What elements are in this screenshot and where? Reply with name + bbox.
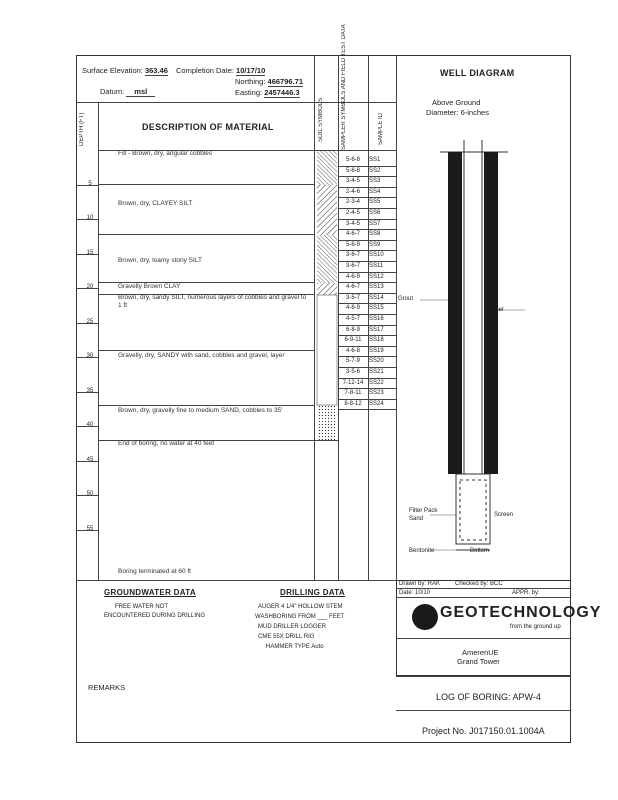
depth-tick-label: 30 [86,353,94,359]
drilling-line-4: CME 55X DRILL RIG [258,634,315,640]
description-end-note: End of boring, no water at 40 feet [118,440,215,447]
sample-blows: 2-4-6 [345,188,360,195]
sample-blows: 4-6-7 [345,231,360,238]
well-diagram [400,120,568,560]
drilling-line-5: HAMMER TYPE Auto [266,644,324,650]
soil-silt-symbol [317,185,337,235]
groundwater-title: GROUNDWATER DATA [104,588,196,597]
filter-pack-label: Filter Pack [409,508,438,514]
sample-id: SS18 [369,337,384,344]
drilling-line-2: WASHBORING FROM ___ FEET [255,614,345,620]
sample-blows: 6-9-11 [344,337,362,344]
sample-id: SS10 [369,252,384,259]
description-fill: Fill - Brown, dry, angular cobbles [118,150,213,157]
sample-row [339,155,395,165]
sample-blows: 3-6-7 [345,263,360,269]
sample-row [339,176,395,186]
sample-blows: 3-5-7 [345,294,360,301]
sample-id: SS17 [369,326,384,333]
drilling-line-3: MUD DRILLER LOGGER [258,624,327,630]
soil-gravel-symbol [317,283,337,295]
sample-id: SS20 [369,358,384,365]
sample-row [339,272,395,282]
sample-row [339,250,395,260]
depth-tick-line [76,461,98,462]
drilling-line-1: AUGER 4 1/4" HOLLOW STEM [258,604,343,610]
sample-blows: 5-6-8 [345,167,360,174]
checked-by: Checked by: BCC [455,581,503,587]
description-loamy: Brown, dry, loamy stony SILT [118,257,202,264]
depth-tick-line [76,219,98,220]
depth-tick-label: 50 [86,491,94,497]
depth-tick-line [76,495,98,496]
drawn-by: Drawn by: RAK [399,581,441,587]
sand-label: Sand [409,516,424,522]
soil-sandy-symbol [317,295,337,405]
sample-id: SS9 [369,241,381,248]
sample-row [339,356,395,366]
sample-blows: 4-5-7 [345,316,360,322]
sample-blows: 3-4-5 [345,220,360,227]
sample-blows: 7-8-11 [344,390,362,397]
sample-row [339,261,395,271]
above-ground-label: Above Ground [432,98,481,107]
sample-blows: 5-6-9 [345,241,360,248]
description-terminated: Boring terminated at 60 ft [118,568,191,575]
soil-clay-symbol [317,235,337,283]
sample-blows: 2-4-5 [345,210,360,216]
sample-id: SS1 [369,157,381,163]
northing: Northing: 466796.71 [235,77,303,86]
sample-id: SS21 [369,369,384,375]
sample-row [339,335,395,345]
sample-blows: 3-5-6 [345,369,360,375]
depth-tick-line [76,288,98,289]
sample-id: SS6 [369,210,381,216]
project-name-2: Grand Tower [457,657,500,666]
sample-id: SS3 [369,178,381,185]
depth-tick-label: 55 [86,525,94,532]
sample-row [339,240,395,250]
sample-blows: 3-6-7 [345,252,360,259]
project-number: Project No. J017150.01.1004A [422,726,545,736]
sample-blows: 4-6-9 [345,273,360,280]
sample-blows: 8-8-12 [344,400,362,407]
sample-blows: 6-8-9 [345,326,360,333]
groundwater-line-1: FREE WATER NOT [115,604,168,610]
bentonite-label: Bentonite [409,548,435,554]
sampler-header: SAMPLER SYMBOLS AND FIELD TEST DATA [341,24,347,150]
depth-tick-line [76,254,98,255]
sample-row [339,282,395,292]
sample-row [339,208,395,218]
sample-row [339,346,395,356]
depth-tick-label: 15 [86,249,94,256]
sample-row [339,303,395,313]
easting: Easting: 2457446.3 [235,88,300,97]
project-name-1: AmerenUE [462,648,499,657]
sample-blows: 4-6-9 [345,305,360,312]
sample-row [339,229,395,239]
sample-id: SS23 [369,390,384,397]
depth-tick-label: 5 [88,180,92,187]
depth-tick-line [76,357,98,358]
soil-sand-symbol [317,405,337,440]
sample-row [339,367,395,377]
sample-id: SS2 [369,167,381,174]
completion-date: Completion Date: 10/17/10 [176,66,266,75]
depth-tick-line [76,185,98,186]
sample-blows: 4-6-7 [345,284,360,291]
depth-column-label: DEPTH (FT) [79,112,85,146]
sample-id: SS22 [369,379,384,386]
bottom-label: Bottom [470,548,490,554]
datum: Datum: msl [100,87,155,96]
diameter-label: Diameter: 6-inches [426,108,489,117]
date-field: Date: 10/10 [399,590,431,596]
log-of-boring: LOG OF BORING: APW-4 [436,692,541,702]
surface-elevation: Surface Elevation: 363.46 [82,66,168,75]
depth-tick-label: 10 [86,215,94,221]
company-logo-icon [412,604,438,630]
sample-blows: 3-4-5 [345,178,360,185]
soil-symbol-column [315,150,338,450]
depth-tick-label: 25 [86,318,94,325]
sample-blows: 7-12-14 [342,379,364,386]
depth-tick-line [76,323,98,324]
soil-fill-symbol [317,150,337,185]
sample-row [339,399,395,409]
sample-blows: 5-7-9 [345,358,360,365]
description-gravelly-clay: Gravelly Brown CLAY [118,283,181,290]
description-silt: Brown, dry, CLAYEY SILT [118,200,193,207]
depth-tick-label: 20 [86,284,94,290]
approved-by: APPR. by: [512,590,540,596]
description-sandy-silt: Brown, dry, sandy SILT, numerous layers of cobbles and gravel to 1 ft [118,294,307,309]
sample-row [339,219,395,229]
company-name: GEOTECHNOLOGY [440,604,602,621]
sample-id: SS4 [369,188,381,195]
sample-row [339,388,395,398]
sample-id: SS5 [369,199,381,206]
well-diagram-title: WELL DIAGRAM [440,68,515,78]
sample-blows: 4-6-8 [345,347,360,354]
depth-tick-label: 40 [86,422,94,428]
sample-blows: 5-6-8 [345,157,360,163]
filter-pack [456,474,490,544]
sample-id: SS15 [369,305,384,312]
depth-tick-line [76,426,98,427]
drilling-title: DRILLING DATA [280,588,345,597]
sample-id: SS8 [369,231,381,238]
depth-tick-label: 45 [86,456,94,463]
depth-tick-line [76,530,98,531]
grout-left [448,152,462,474]
screen-label: Screen [494,512,514,518]
sample-id: SS16 [369,316,384,322]
sample-id: SS24 [369,400,384,407]
sample-row [339,314,395,324]
depth-tick-label: 35 [86,387,94,394]
soil-symbols-label: SOIL SYMBOLS [318,97,324,142]
sample-id: SS14 [369,294,384,301]
sample-id: SS11 [369,263,384,269]
description-gravelly-sand: Brown, dry, gravelly fine to medium SAND, cobbles to 35' [118,407,283,414]
sample-row [339,325,395,335]
description-gravelly-sandy: Gravelly, dry, SANDY with sand, cobbles and gravel, layer [118,352,285,359]
divider-well [396,55,397,580]
sample-id: SS13 [369,284,384,291]
sample-id-label: SAMPLE ID [378,112,384,145]
description-title: DESCRIPTION OF MATERIAL [142,122,274,132]
sample-id: SS7 [369,220,381,227]
sample-row [339,293,395,303]
company-tagline: from the ground up [510,624,561,630]
riser-label: Riser [490,307,505,313]
sample-blows: 2-3-4 [345,199,360,206]
depth-tick-line [76,392,98,393]
sample-id: SS19 [369,347,384,354]
remarks-label: REMARKS [88,683,126,692]
groundwater-line-2: ENCOUNTERED DURING DRILLING [104,613,206,619]
sample-row [339,378,395,388]
sample-row [339,166,395,176]
sample-row-divider [338,409,396,410]
grout-label: Grout [398,296,414,302]
sample-row [339,187,395,197]
sample-row [339,197,395,207]
sample-id: SS12 [369,273,384,280]
